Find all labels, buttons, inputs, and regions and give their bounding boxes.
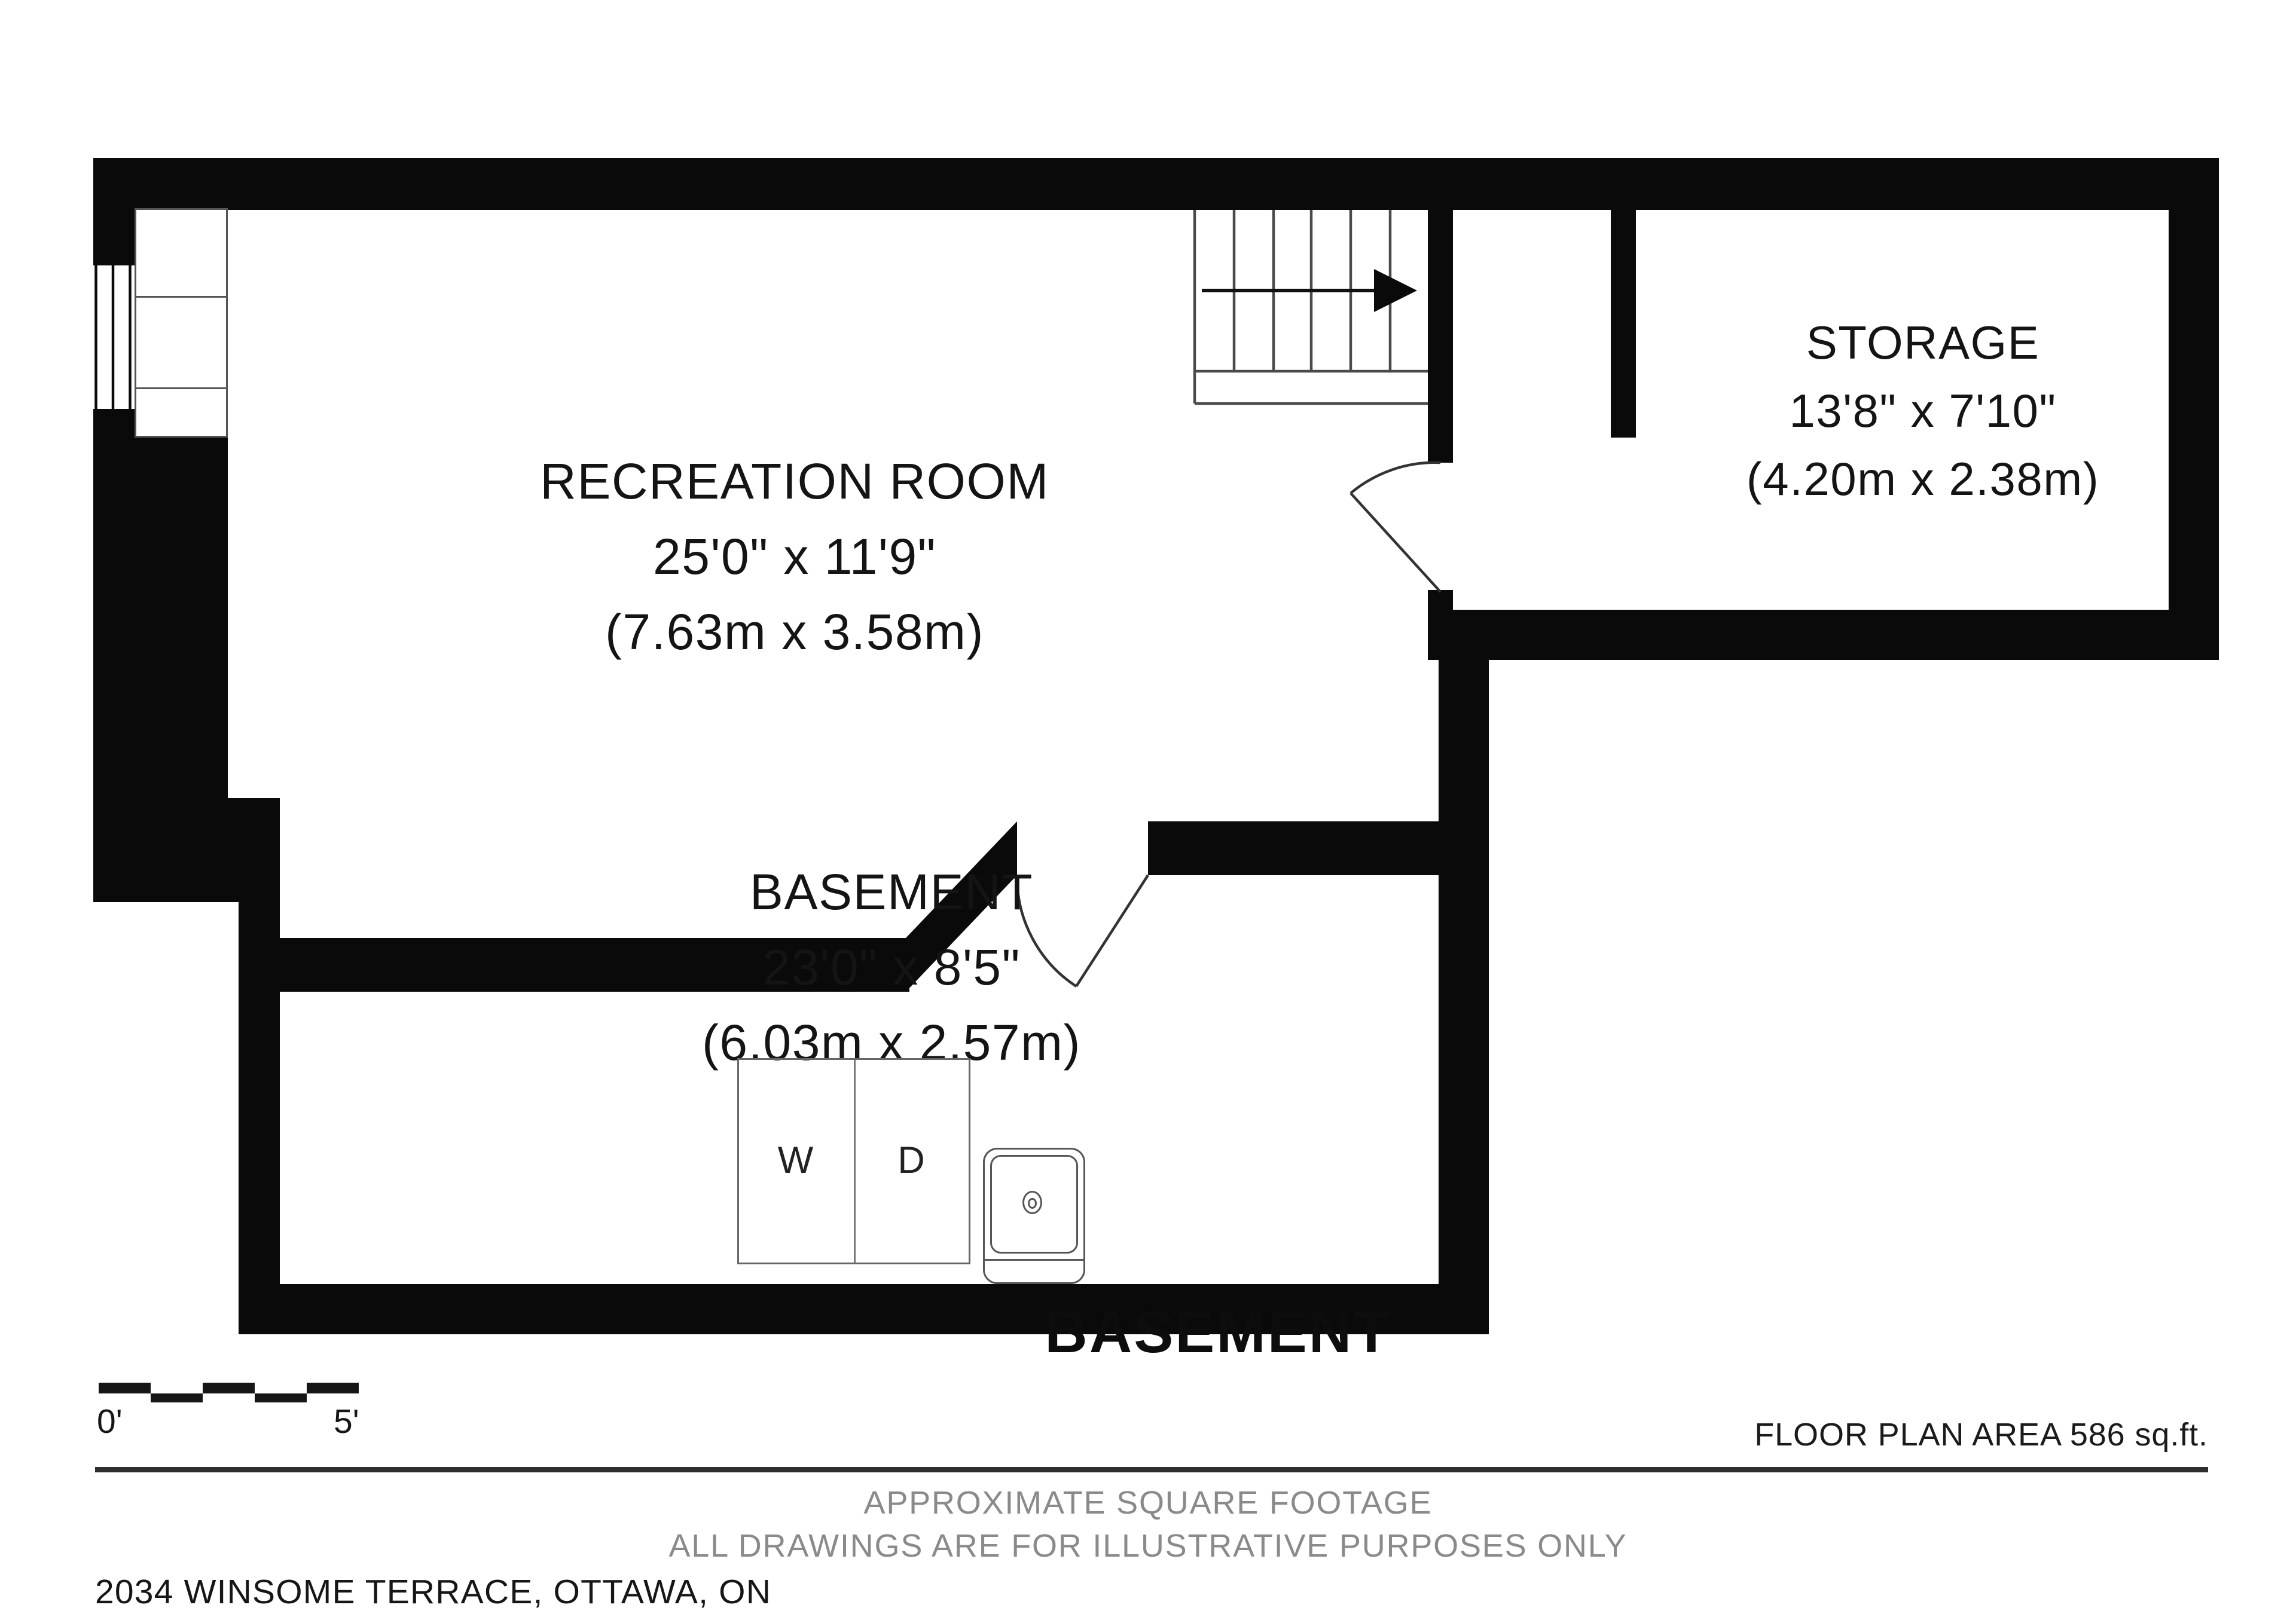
room-name: STORAGE (1806, 316, 2040, 369)
room-label-basement (702, 855, 1081, 1081)
dryer-label: D (853, 1060, 969, 1263)
sink-drain-icon (1022, 1191, 1042, 1214)
room-dims-metric: (6.03m x 2.57m) (701, 1015, 1082, 1071)
washer-label: W (777, 1139, 814, 1181)
plan-title: BASEMENT (1045, 1298, 1391, 1365)
scale-start-label: 0' (97, 1404, 123, 1442)
room-name: RECREATION ROOM (540, 454, 1049, 509)
scale-bar-segment (255, 1393, 307, 1403)
scale-end-label: 5' (334, 1404, 359, 1442)
scale-bar-segment (151, 1393, 203, 1403)
room-dims: 25'0" x 11'9" (653, 529, 936, 585)
sink-front-edge (985, 1259, 1083, 1261)
footer-divider (95, 1467, 2208, 1472)
scale-bar-segment (203, 1383, 255, 1393)
property-address: 2034 WINSOME TERRACE, OTTAWA, ON (95, 1575, 772, 1612)
scale-bar-segment (307, 1383, 359, 1393)
room-dims: 23'0" x 8'5" (762, 940, 1021, 995)
window-glazing-icon (96, 265, 130, 409)
room-dims: 13'8" x 7'10" (1789, 384, 2057, 438)
footer-note-1: APPROXIMATE SQUARE FOOTAGE (863, 1485, 1433, 1521)
scale-bar-segment (99, 1383, 151, 1393)
room-label-storage (1747, 308, 2099, 513)
room-dims-metric: (4.20m x 2.38m) (1746, 452, 2100, 506)
room-name: BASEMENT (749, 864, 1034, 920)
floor-plan-area-label: FLOOR PLAN AREA 586 sq.ft. (1754, 1417, 2208, 1453)
scale-bar (99, 1383, 359, 1402)
footer-note-2: ALL DRAWINGS ARE FOR ILLUSTRATIVE PURPOSES ONLY (668, 1528, 1628, 1564)
room-dims-metric: (7.63m x 3.58m) (604, 604, 985, 660)
stairs-icon (1195, 210, 1428, 404)
room-label-recreation (540, 445, 1049, 671)
washer-dryer-unit (737, 1058, 970, 1264)
door-hall-icon (1351, 463, 1440, 592)
laundry-sink-icon (983, 1148, 1085, 1284)
